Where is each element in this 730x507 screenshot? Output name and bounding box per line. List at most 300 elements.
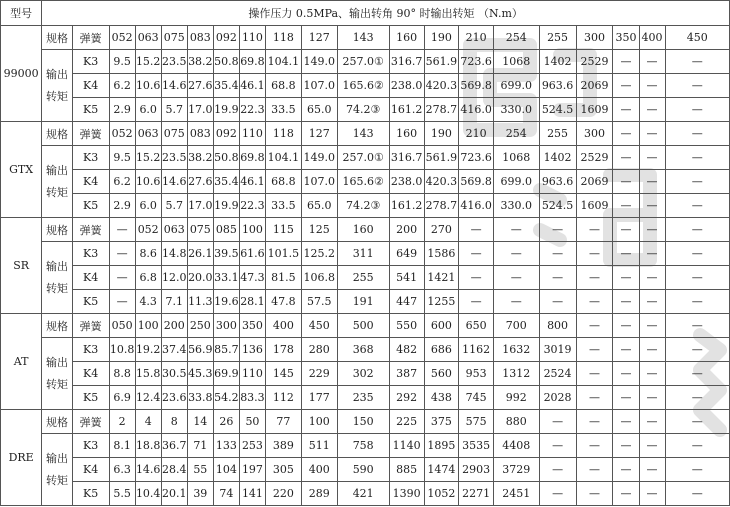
torque-value: 416.0 xyxy=(459,194,494,218)
torque-value: 5.5 xyxy=(109,482,135,506)
size-cell: 300 xyxy=(213,314,239,338)
torque-row xyxy=(1,266,730,290)
torque-value: 10.8 xyxy=(109,338,135,362)
torque-value: — xyxy=(639,434,665,458)
torque-value: 6.2 xyxy=(109,170,135,194)
torque-value: 686 xyxy=(424,338,459,362)
torque-row xyxy=(1,194,730,218)
torque-value: 699.0 xyxy=(494,74,540,98)
torque-value: 524.5 xyxy=(539,98,576,122)
torque-value: — xyxy=(494,242,540,266)
size-cell: 085 xyxy=(213,218,239,242)
size-cell: 2 xyxy=(109,410,135,434)
torque-value: 56.9 xyxy=(187,338,213,362)
spring-code: K5 xyxy=(72,482,109,506)
size-cell: 600 xyxy=(424,314,459,338)
spring-code: K5 xyxy=(72,386,109,410)
torque-value: 1609 xyxy=(576,194,613,218)
size-cell: 143 xyxy=(337,122,389,146)
output-torque-label: 输出转矩 xyxy=(42,50,72,122)
torque-value: 2903 xyxy=(459,458,494,482)
torque-value: 257.0① xyxy=(337,50,389,74)
torque-value: 19.9 xyxy=(213,194,239,218)
torque-value: — xyxy=(539,458,576,482)
torque-value: 2028 xyxy=(539,386,576,410)
size-cell: 118 xyxy=(265,122,301,146)
size-cell: — xyxy=(576,314,613,338)
torque-value: 74.2③ xyxy=(337,194,389,218)
torque-value: 12.4 xyxy=(135,386,161,410)
torque-value: 9.5 xyxy=(109,50,135,74)
spec-label: 规格 xyxy=(42,218,72,242)
torque-value: 145 xyxy=(265,362,301,386)
torque-value: 447 xyxy=(389,290,424,314)
spec-label: 规格 xyxy=(42,314,72,338)
torque-row xyxy=(1,458,730,482)
torque-value: — xyxy=(665,458,729,482)
torque-value: 20.0 xyxy=(187,266,213,290)
torque-value: — xyxy=(576,482,613,506)
torque-value: 238.0 xyxy=(389,74,424,98)
torque-value: — xyxy=(665,194,729,218)
size-cell: — xyxy=(665,122,729,146)
spring-code: K4 xyxy=(72,458,109,482)
torque-value: 50.8 xyxy=(213,146,239,170)
size-cell: 115 xyxy=(265,218,301,242)
torque-value: 19.2 xyxy=(135,338,161,362)
torque-value: 8.6 xyxy=(135,242,161,266)
torque-value: 15.2 xyxy=(135,146,161,170)
size-cell: 400 xyxy=(265,314,301,338)
torque-value: — xyxy=(539,290,576,314)
torque-value: 255 xyxy=(337,266,389,290)
torque-value: 2069 xyxy=(576,170,613,194)
size-cell: 14 xyxy=(187,410,213,434)
spring-code: K5 xyxy=(72,194,109,218)
torque-value: 27.6 xyxy=(187,170,213,194)
torque-value: 104.1 xyxy=(265,146,301,170)
torque-value: — xyxy=(665,362,729,386)
torque-value: 23.6 xyxy=(161,386,187,410)
torque-value: — xyxy=(613,194,639,218)
size-cell: 160 xyxy=(337,218,389,242)
spec-label: 规格 xyxy=(42,122,72,146)
size-cell: 300 xyxy=(576,122,613,146)
size-cell: 26 xyxy=(213,410,239,434)
size-cell: — xyxy=(459,218,494,242)
model-header: 型号 xyxy=(1,1,42,26)
title-row xyxy=(1,1,730,26)
torque-value: 69.8 xyxy=(239,146,265,170)
torque-value: 23.5 xyxy=(161,146,187,170)
size-cell: — xyxy=(639,122,665,146)
torque-value: 74 xyxy=(213,482,239,506)
torque-value: 46.1 xyxy=(239,74,265,98)
torque-value: 107.0 xyxy=(301,170,337,194)
torque-value: 133 xyxy=(213,434,239,458)
torque-value: 10.6 xyxy=(135,74,161,98)
torque-value: — xyxy=(613,98,639,122)
size-cell: 052 xyxy=(109,26,135,50)
torque-value: 191 xyxy=(337,290,389,314)
torque-row xyxy=(1,98,730,122)
torque-value: 20.1 xyxy=(161,482,187,506)
torque-value: 257.0① xyxy=(337,146,389,170)
torque-value: 38.2 xyxy=(187,50,213,74)
size-cell: 210 xyxy=(459,26,494,50)
output-torque-label: 输出转矩 xyxy=(42,242,72,314)
torque-value: 22.3 xyxy=(239,98,265,122)
torque-value: 1052 xyxy=(424,482,459,506)
torque-value: 8.1 xyxy=(109,434,135,458)
size-cell: 4 xyxy=(135,410,161,434)
torque-value: 278.7 xyxy=(424,98,459,122)
spec-row xyxy=(1,314,730,338)
torque-value: 420.3 xyxy=(424,74,459,98)
torque-row xyxy=(1,362,730,386)
spring-code: K3 xyxy=(72,338,109,362)
torque-value: 54.2 xyxy=(213,386,239,410)
torque-value: 723.6 xyxy=(459,50,494,74)
torque-value: 368 xyxy=(337,338,389,362)
spring-code: K4 xyxy=(72,170,109,194)
size-cell: 143 xyxy=(337,26,389,50)
output-torque-label: 输出转矩 xyxy=(42,434,72,506)
torque-row xyxy=(1,74,730,98)
torque-value: 23.5 xyxy=(161,50,187,74)
torque-value: 33.8 xyxy=(187,386,213,410)
torque-value: — xyxy=(109,266,135,290)
torque-value: 38.2 xyxy=(187,146,213,170)
spec-row xyxy=(1,122,730,146)
torque-value: 101.5 xyxy=(265,242,301,266)
torque-value: — xyxy=(613,266,639,290)
torque-value: 2529 xyxy=(576,146,613,170)
torque-value: — xyxy=(576,434,613,458)
torque-value: 330.0 xyxy=(494,194,540,218)
torque-value: — xyxy=(576,242,613,266)
torque-value: 6.2 xyxy=(109,74,135,98)
torque-value: — xyxy=(576,338,613,362)
torque-value: 5.7 xyxy=(161,194,187,218)
torque-value: 745 xyxy=(459,386,494,410)
torque-value: 2451 xyxy=(494,482,540,506)
torque-value: 280 xyxy=(301,338,337,362)
torque-value: 2524 xyxy=(539,362,576,386)
torque-value: 14.6 xyxy=(161,170,187,194)
torque-value: — xyxy=(613,74,639,98)
size-cell: 063 xyxy=(135,26,161,50)
size-cell: — xyxy=(613,122,639,146)
torque-value: 4408 xyxy=(494,434,540,458)
size-cell: — xyxy=(639,314,665,338)
torque-value: 47.8 xyxy=(265,290,301,314)
torque-value: 3729 xyxy=(494,458,540,482)
torque-value: — xyxy=(665,290,729,314)
torque-value: 12.0 xyxy=(161,266,187,290)
torque-value: 165.6② xyxy=(337,74,389,98)
torque-value: 45.3 xyxy=(187,362,213,386)
model-name: 99000 xyxy=(1,26,42,122)
torque-value: — xyxy=(576,386,613,410)
torque-value: — xyxy=(539,266,576,290)
size-cell: 254 xyxy=(494,26,540,50)
torque-value: — xyxy=(639,194,665,218)
torque-value: 19.9 xyxy=(213,98,239,122)
torque-value: 6.0 xyxy=(135,98,161,122)
torque-value: — xyxy=(665,386,729,410)
size-cell: — xyxy=(665,410,729,434)
spring-code: K3 xyxy=(72,146,109,170)
size-cell: — xyxy=(539,218,576,242)
torque-value: 2.9 xyxy=(109,98,135,122)
torque-value: 65.0 xyxy=(301,194,337,218)
torque-row xyxy=(1,170,730,194)
size-cell: 125 xyxy=(301,218,337,242)
torque-value: 10.4 xyxy=(135,482,161,506)
torque-value: 389 xyxy=(265,434,301,458)
torque-value: 723.6 xyxy=(459,146,494,170)
torque-value: 9.5 xyxy=(109,146,135,170)
torque-value: — xyxy=(639,458,665,482)
spring-code: K5 xyxy=(72,290,109,314)
size-cell: 300 xyxy=(576,26,613,50)
size-cell: 110 xyxy=(239,122,265,146)
spec-row xyxy=(1,410,730,434)
torque-value: 6.3 xyxy=(109,458,135,482)
torque-value: 11.3 xyxy=(187,290,213,314)
torque-value: — xyxy=(494,290,540,314)
spring-code: K4 xyxy=(72,362,109,386)
torque-value: 107.0 xyxy=(301,74,337,98)
torque-value: — xyxy=(665,170,729,194)
torque-value: 30.5 xyxy=(161,362,187,386)
torque-value: 1895 xyxy=(424,434,459,458)
torque-value: 61.6 xyxy=(239,242,265,266)
torque-value: 1162 xyxy=(459,338,494,362)
spec-label: 规格 xyxy=(42,26,72,50)
torque-value: 699.0 xyxy=(494,170,540,194)
torque-value: 50.8 xyxy=(213,50,239,74)
torque-value: — xyxy=(665,338,729,362)
spring-code: K4 xyxy=(72,266,109,290)
size-cell: 063 xyxy=(161,218,187,242)
size-cell: 575 xyxy=(459,410,494,434)
spring-label: 弹簧 xyxy=(72,26,109,50)
size-cell: — xyxy=(613,218,639,242)
torque-value: 8.8 xyxy=(109,362,135,386)
torque-value: — xyxy=(639,146,665,170)
torque-value: — xyxy=(639,50,665,74)
torque-value: 561.9 xyxy=(424,50,459,74)
torque-value: 18.8 xyxy=(135,434,161,458)
torque-value: — xyxy=(613,362,639,386)
torque-value: 235 xyxy=(337,386,389,410)
torque-value: 15.2 xyxy=(135,50,161,74)
torque-value: 10.6 xyxy=(135,170,161,194)
torque-value: 561.9 xyxy=(424,146,459,170)
spring-code: K3 xyxy=(72,50,109,74)
size-cell: 700 xyxy=(494,314,540,338)
torque-value: 83.3 xyxy=(239,386,265,410)
size-cell: 083 xyxy=(187,122,213,146)
torque-value: — xyxy=(613,386,639,410)
size-cell: — xyxy=(613,314,639,338)
torque-value: 2069 xyxy=(576,74,613,98)
torque-value: — xyxy=(639,338,665,362)
torque-value: 5.7 xyxy=(161,98,187,122)
size-cell: 100 xyxy=(135,314,161,338)
torque-value: 106.8 xyxy=(301,266,337,290)
torque-value: — xyxy=(539,242,576,266)
torque-value: — xyxy=(639,242,665,266)
size-cell: 77 xyxy=(265,410,301,434)
torque-value: 110 xyxy=(239,362,265,386)
torque-value: 136 xyxy=(239,338,265,362)
torque-value: 17.0 xyxy=(187,194,213,218)
torque-value: 1255 xyxy=(424,290,459,314)
torque-value: 197 xyxy=(239,458,265,482)
torque-value: 590 xyxy=(337,458,389,482)
torque-value: 2.9 xyxy=(109,194,135,218)
torque-value: 649 xyxy=(389,242,424,266)
torque-value: — xyxy=(613,338,639,362)
torque-value: 26.1 xyxy=(187,242,213,266)
torque-value: 1390 xyxy=(389,482,424,506)
torque-value: 292 xyxy=(389,386,424,410)
torque-value: — xyxy=(576,458,613,482)
torque-value: 7.1 xyxy=(161,290,187,314)
size-cell: 254 xyxy=(494,122,540,146)
torque-value: 14.6 xyxy=(161,74,187,98)
model-name: AT xyxy=(1,314,42,410)
torque-value: 47.3 xyxy=(239,266,265,290)
torque-value: 6.0 xyxy=(135,194,161,218)
torque-value: — xyxy=(109,290,135,314)
size-cell: 063 xyxy=(135,122,161,146)
torque-value: 3535 xyxy=(459,434,494,458)
spec-label: 规格 xyxy=(42,410,72,434)
torque-value: 28.4 xyxy=(161,458,187,482)
torque-value: 438 xyxy=(424,386,459,410)
torque-value: 238.0 xyxy=(389,170,424,194)
torque-value: 35.4 xyxy=(213,74,239,98)
torque-value: 33.1 xyxy=(213,266,239,290)
torque-value: — xyxy=(665,266,729,290)
size-cell: 350 xyxy=(613,26,639,50)
torque-value: — xyxy=(613,458,639,482)
torque-value: 19.6 xyxy=(213,290,239,314)
spec-row xyxy=(1,218,730,242)
size-cell: 100 xyxy=(301,410,337,434)
size-cell: 092 xyxy=(213,122,239,146)
torque-value: — xyxy=(639,74,665,98)
torque-value: 569.8 xyxy=(459,170,494,194)
torque-value: 14.6 xyxy=(135,458,161,482)
torque-row xyxy=(1,290,730,314)
output-torque-label: 输出转矩 xyxy=(42,146,72,218)
torque-value: 1402 xyxy=(539,146,576,170)
size-cell: — xyxy=(109,218,135,242)
torque-value: 112 xyxy=(265,386,301,410)
size-cell: — xyxy=(576,218,613,242)
size-cell: 100 xyxy=(239,218,265,242)
torque-row xyxy=(1,146,730,170)
torque-value: 74.2③ xyxy=(337,98,389,122)
torque-value: — xyxy=(665,242,729,266)
torque-value: 1068 xyxy=(494,146,540,170)
torque-value: — xyxy=(665,98,729,122)
torque-value: 1312 xyxy=(494,362,540,386)
torque-value: 302 xyxy=(337,362,389,386)
torque-value: — xyxy=(665,50,729,74)
torque-value: 421 xyxy=(337,482,389,506)
torque-value: — xyxy=(576,362,613,386)
torque-value: — xyxy=(665,74,729,98)
size-cell: 075 xyxy=(187,218,213,242)
torque-value: 560 xyxy=(424,362,459,386)
torque-value: 69.9 xyxy=(213,362,239,386)
torque-value: 963.6 xyxy=(539,170,576,194)
size-cell: 050 xyxy=(109,314,135,338)
torque-value: 220 xyxy=(265,482,301,506)
torque-value: 1068 xyxy=(494,50,540,74)
torque-value: 37.4 xyxy=(161,338,187,362)
torque-value: 511 xyxy=(301,434,337,458)
size-cell: 250 xyxy=(187,314,213,338)
spring-label: 弹簧 xyxy=(72,122,109,146)
torque-value: 278.7 xyxy=(424,194,459,218)
torque-value: 420.3 xyxy=(424,170,459,194)
model-name: DRE xyxy=(1,410,42,506)
spring-label: 弹簧 xyxy=(72,218,109,242)
size-cell: 190 xyxy=(424,26,459,50)
torque-value: — xyxy=(613,434,639,458)
size-cell: 500 xyxy=(337,314,389,338)
torque-value: 289 xyxy=(301,482,337,506)
torque-value: 316.7 xyxy=(389,146,424,170)
torque-value: — xyxy=(539,482,576,506)
torque-value: — xyxy=(639,482,665,506)
size-cell: 50 xyxy=(239,410,265,434)
torque-value: 141 xyxy=(239,482,265,506)
size-cell: 075 xyxy=(161,122,187,146)
torque-value: 6.8 xyxy=(135,266,161,290)
size-cell: — xyxy=(494,218,540,242)
size-cell: 075 xyxy=(161,26,187,50)
torque-row xyxy=(1,338,730,362)
output-torque-label: 输出转矩 xyxy=(42,338,72,410)
size-cell: 255 xyxy=(539,26,576,50)
table-title: 操作压力 0.5MPa、输出转角 90° 时输出转矩 （N.m） xyxy=(42,1,730,26)
torque-value: — xyxy=(639,266,665,290)
torque-value: 1421 xyxy=(424,266,459,290)
model-name: GTX xyxy=(1,122,42,218)
torque-value: — xyxy=(494,266,540,290)
size-cell: 800 xyxy=(539,314,576,338)
spring-code: K4 xyxy=(72,74,109,98)
torque-value: 2529 xyxy=(576,50,613,74)
size-cell: 052 xyxy=(109,122,135,146)
torque-value: 758 xyxy=(337,434,389,458)
torque-value: 46.1 xyxy=(239,170,265,194)
spring-label: 弹簧 xyxy=(72,410,109,434)
torque-value: 330.0 xyxy=(494,98,540,122)
torque-value: 416.0 xyxy=(459,98,494,122)
torque-value: 33.5 xyxy=(265,98,301,122)
torque-value: 36.7 xyxy=(161,434,187,458)
torque-value: 15.8 xyxy=(135,362,161,386)
